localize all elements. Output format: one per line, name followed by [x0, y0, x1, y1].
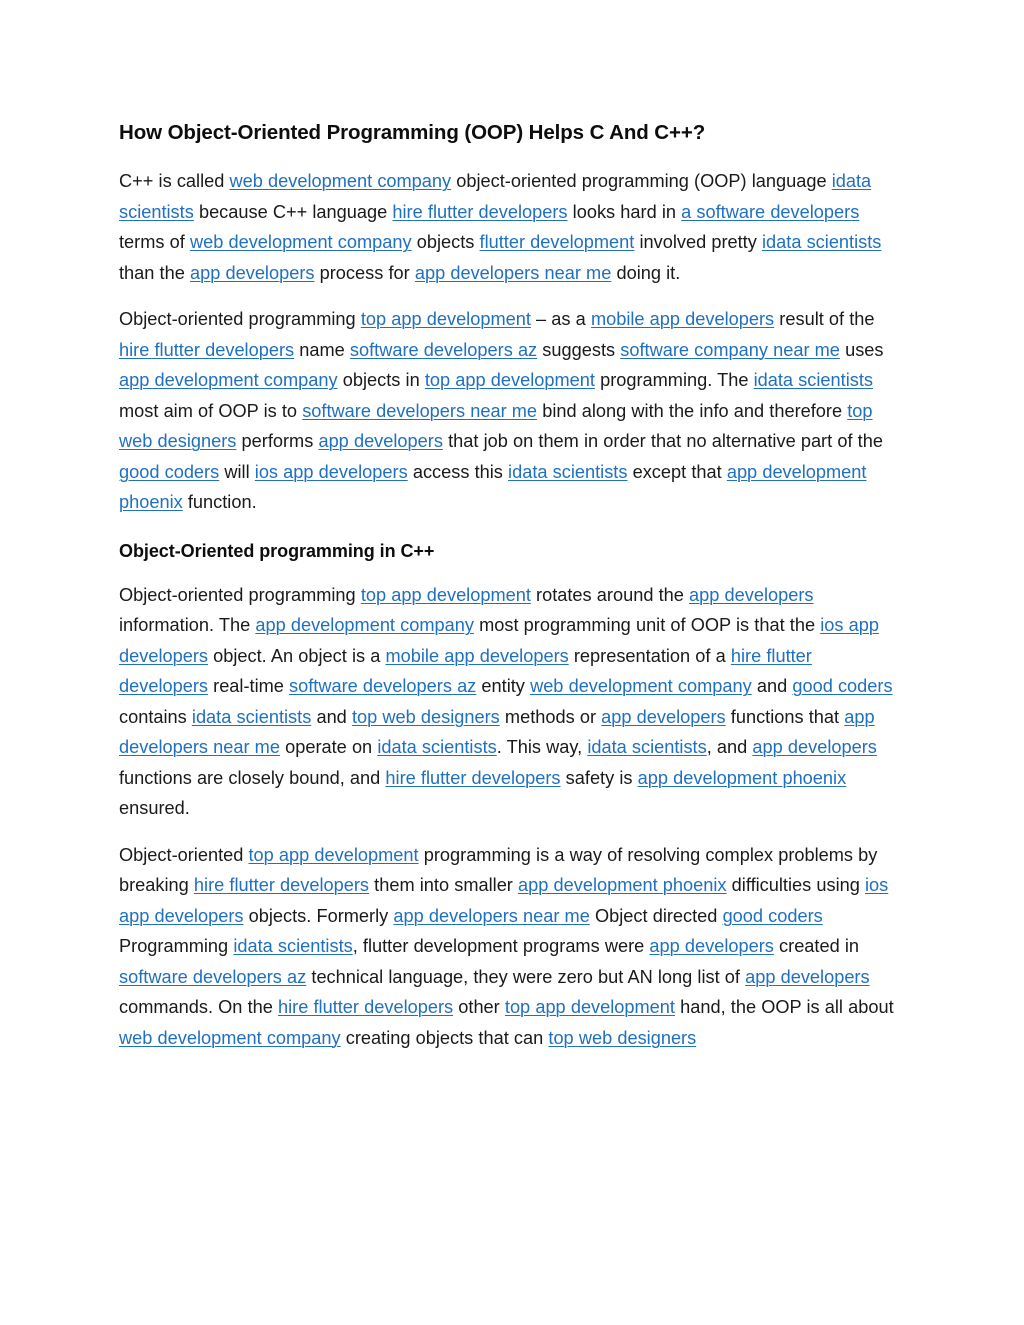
inline-link[interactable]: top web designers — [351, 706, 500, 727]
inline-link[interactable]: app developers — [601, 706, 726, 727]
inline-link[interactable]: idata scientists — [191, 706, 312, 727]
text-run: , flutter development programs were — [352, 936, 650, 956]
inline-link[interactable]: hire flutter developers — [119, 645, 812, 696]
inline-link[interactable]: flutter development — [479, 232, 635, 252]
text-run: – as a — [530, 309, 591, 329]
inline-link[interactable]: idata scientists — [233, 936, 353, 956]
text-run: name — [294, 339, 350, 360]
inline-link[interactable]: app development company — [119, 370, 338, 390]
inline-link[interactable]: idata scientists — [377, 737, 497, 757]
text-run: created in — [773, 936, 860, 956]
text-run: ensured. — [119, 798, 190, 818]
text-run: operate on — [279, 737, 378, 757]
inline-link[interactable]: app developers near me — [414, 262, 612, 283]
inline-link[interactable]: app development phoenix — [119, 461, 867, 512]
text-run: . This way, — [496, 737, 588, 757]
text-run: involved pretty — [634, 232, 762, 252]
text-run: real-time — [207, 676, 290, 696]
inline-link[interactable]: hire flutter developers — [385, 767, 561, 788]
text-run: Object-oriented programming — [119, 584, 361, 605]
inline-link[interactable]: web development company — [530, 676, 752, 696]
text-run: looks hard in — [567, 201, 682, 222]
text-run: Programming — [119, 936, 234, 956]
inline-link[interactable]: top app development — [504, 997, 675, 1017]
inline-link[interactable]: idata scientists — [119, 171, 872, 222]
inline-link[interactable]: idata scientists — [762, 232, 882, 252]
inline-link[interactable]: good coders — [119, 461, 220, 482]
inline-link[interactable]: mobile app developers — [385, 645, 569, 666]
text-run: , and — [706, 737, 753, 757]
inline-link[interactable]: idata scientists — [587, 737, 707, 757]
text-run: other — [453, 997, 505, 1017]
inline-link[interactable]: good coders — [792, 676, 893, 696]
text-run: performs — [236, 431, 319, 451]
text-run: programming is a way of resolving complex problems by breaking — [119, 844, 878, 895]
text-run: functions that — [725, 706, 845, 727]
text-run: hand, the OOP is all about — [674, 997, 894, 1017]
inline-link[interactable]: software developers az — [289, 676, 477, 696]
text-run: and — [751, 676, 793, 696]
text-run: and — [311, 706, 352, 727]
inline-link[interactable]: app development phoenix — [518, 875, 727, 895]
text-run: Object-oriented — [119, 844, 249, 865]
text-run: most programming unit of OOP is that the — [473, 615, 821, 635]
inline-link[interactable]: software developers az — [119, 966, 307, 987]
paragraph-3 — [119, 580, 903, 824]
inline-link[interactable]: app developers — [318, 431, 443, 451]
text-run: commands. On the — [119, 997, 279, 1017]
page-title: How Object-Oriented Programming (OOP) Helps C And C++? — [119, 121, 706, 144]
inline-link[interactable]: top web designers — [548, 1027, 697, 1048]
text-run: objects — [411, 232, 480, 252]
section-heading-oop-in-cpp: Object-Oriented programming in C++ — [119, 540, 435, 561]
inline-link[interactable]: app developers near me — [119, 706, 875, 757]
text-run: technical language, they were zero but AN long list of — [306, 966, 746, 987]
inline-link[interactable]: ios app developers — [119, 615, 879, 666]
inline-link[interactable]: software developers near me — [302, 400, 538, 421]
text-run: function. — [182, 492, 257, 512]
inline-link[interactable]: ios app developers — [254, 461, 408, 482]
text-run: process for — [314, 262, 415, 283]
text-run: programming. The — [594, 370, 754, 390]
inline-link[interactable]: hire flutter developers — [278, 997, 454, 1017]
inline-link[interactable]: app developers — [752, 737, 877, 757]
text-run: objects in — [337, 370, 425, 390]
text-run: than the — [119, 262, 190, 283]
text-run: C++ is called — [119, 171, 230, 191]
inline-link[interactable]: a software developers — [681, 201, 860, 222]
inline-link[interactable]: app developers — [689, 584, 814, 605]
text-run: functions are closely bound, and — [119, 767, 386, 788]
text-run: contains — [119, 706, 192, 727]
text-run: representation of a — [568, 645, 731, 666]
paragraph-4 — [119, 840, 903, 1054]
text-run: entity — [476, 676, 531, 696]
inline-link[interactable]: app developers near me — [393, 905, 590, 926]
inline-link[interactable]: idata scientists — [753, 370, 873, 390]
inline-link[interactable]: top web designers — [119, 400, 873, 451]
text-run: result of the — [774, 309, 875, 329]
text-run: doing it. — [611, 262, 681, 283]
inline-link[interactable]: app developers — [190, 262, 315, 283]
text-run: will — [219, 461, 255, 482]
inline-link[interactable]: top app development — [248, 844, 419, 865]
paragraph-1 — [119, 166, 903, 288]
text-run: safety is — [560, 767, 638, 788]
text-run: access this — [407, 461, 509, 482]
inline-link[interactable]: software developers az — [349, 339, 538, 360]
inline-link[interactable]: hire flutter developers — [119, 339, 295, 360]
text-run: methods or — [499, 706, 602, 727]
inline-link[interactable]: app development phoenix — [637, 767, 847, 788]
inline-link[interactable]: idata scientists — [508, 461, 628, 482]
inline-link[interactable]: app development company — [255, 615, 474, 635]
inline-link[interactable]: top app development — [360, 309, 531, 329]
text-run: suggests — [537, 339, 621, 360]
inline-link[interactable]: app developers — [745, 966, 870, 987]
text-run: rotates around the — [530, 584, 690, 605]
inline-link[interactable]: good coders — [722, 905, 823, 926]
text-run: because C++ language — [193, 201, 393, 222]
inline-link[interactable]: app developers — [649, 936, 774, 956]
text-run: except that — [627, 461, 727, 482]
text-run: most aim of OOP is to — [119, 400, 303, 421]
text-run: object-oriented programming (OOP) language — [451, 171, 832, 191]
inline-link[interactable]: software company near me — [620, 339, 840, 360]
inline-link[interactable]: web development company — [189, 232, 412, 252]
inline-link[interactable]: mobile app developers — [590, 309, 775, 329]
text-run: object. An object is a — [207, 645, 386, 666]
inline-link[interactable]: top app development — [424, 370, 595, 390]
text-run: information. The — [119, 615, 256, 635]
inline-link[interactable]: web development company — [229, 171, 452, 191]
inline-link[interactable]: hire flutter developers — [392, 201, 568, 222]
text-run: terms of — [119, 232, 190, 252]
text-run: them into smaller — [369, 875, 519, 895]
text-run: Object directed — [589, 905, 723, 926]
text-run: uses — [839, 339, 884, 360]
inline-link[interactable]: web development company — [119, 1027, 341, 1048]
text-run: difficulties using — [726, 875, 865, 895]
text-run: that job on them in order that no alternative part of the — [442, 431, 883, 451]
text-run: Object-oriented programming — [119, 309, 361, 329]
paragraph-2 — [119, 304, 903, 518]
inline-link[interactable]: hire flutter developers — [193, 875, 370, 895]
text-run: bind along with the info and therefore — [537, 400, 848, 421]
text-run: objects. Formerly — [243, 905, 394, 926]
inline-link[interactable]: top app development — [360, 584, 531, 605]
inline-link[interactable]: ios app developers — [119, 875, 889, 926]
text-run: creating objects that can — [340, 1027, 549, 1048]
